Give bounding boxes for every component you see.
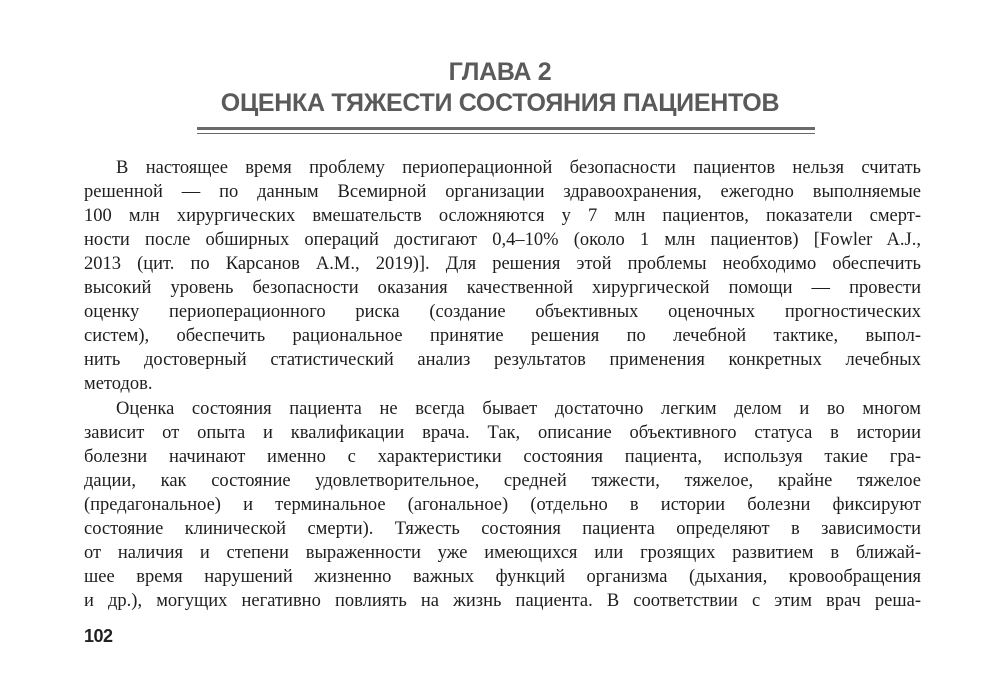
text-line: 100 млн хирургических вмешательств осложняются у 7 млн пациентов, показатели смерт- (84, 206, 921, 226)
text-line: от наличия и степени выраженности уже имеющихся или грозящих развитием в ближай- (84, 543, 921, 563)
text-line: 2013 (цит. по Карсанов А.М., 2019)]. Для решения этой проблемы необходимо обеспечить (84, 254, 921, 274)
text-line: состояние клинической смерти). Тяжесть состояния пациента определяют в зависимости (84, 519, 921, 539)
text-line: болезни начинают именно с характеристики состояния пациента, используя такие гра- (84, 447, 921, 467)
title-rule-thin (197, 133, 815, 134)
paragraph-1 (84, 156, 921, 396)
text-line: зависит от опыта и квалификации врача. Так, описание объективного статуса в истории (84, 423, 921, 443)
chapter-title: ОЦЕНКА ТЯЖЕСТИ СОСТОЯНИЯ ПАЦИЕНТОВ (220, 89, 780, 117)
text-line: и др.), могущих негативно повлиять на жизнь пациента. В соответствии с этим врач реша- (84, 591, 921, 611)
title-rule-thick (197, 127, 815, 130)
text-line: ности после обширных операций достигают 0,4–10% (около 1 млн пациентов) [Fowler A.J., (84, 230, 921, 250)
text-line: дации, как состояние удовлетворительное, средней тяжести, тяжелое, крайне тяжелое (84, 471, 921, 491)
text-line: (предагональное) и терминальное (агональное) (отдельно в истории болезни фиксируют (84, 495, 921, 515)
chapter-label: ГЛАВА 2 (448, 58, 552, 86)
text-line: шее время нарушений жизненно важных функций организма (дыхания, кровообращения (84, 567, 921, 587)
text-line: методов. (84, 374, 153, 394)
text-line: оценку периоперационного риска (создание объективных оценочных прогностических (84, 302, 921, 322)
text-line: нить достоверный статистический анализ результатов применения конкретных лечебных (84, 350, 921, 370)
paragraph-2 (84, 397, 921, 613)
text-line: Оценка состояния пациента не всегда бывает достаточно легким делом и во многом (116, 399, 921, 419)
page-number: 102 (84, 626, 113, 646)
text-line: высокий уровень безопасности оказания качественной хирургической помощи — провести (84, 278, 921, 298)
text-line: В настоящее время проблему периоперационной безопасности пациентов нельзя считать (116, 158, 921, 178)
text-line: решенной — по данным Всемирной организации здравоохранения, ежегодно выполняемые (84, 182, 921, 202)
text-line: систем), обеспечить рациональное принятие решения по лечебной тактике, выпол- (84, 326, 921, 346)
